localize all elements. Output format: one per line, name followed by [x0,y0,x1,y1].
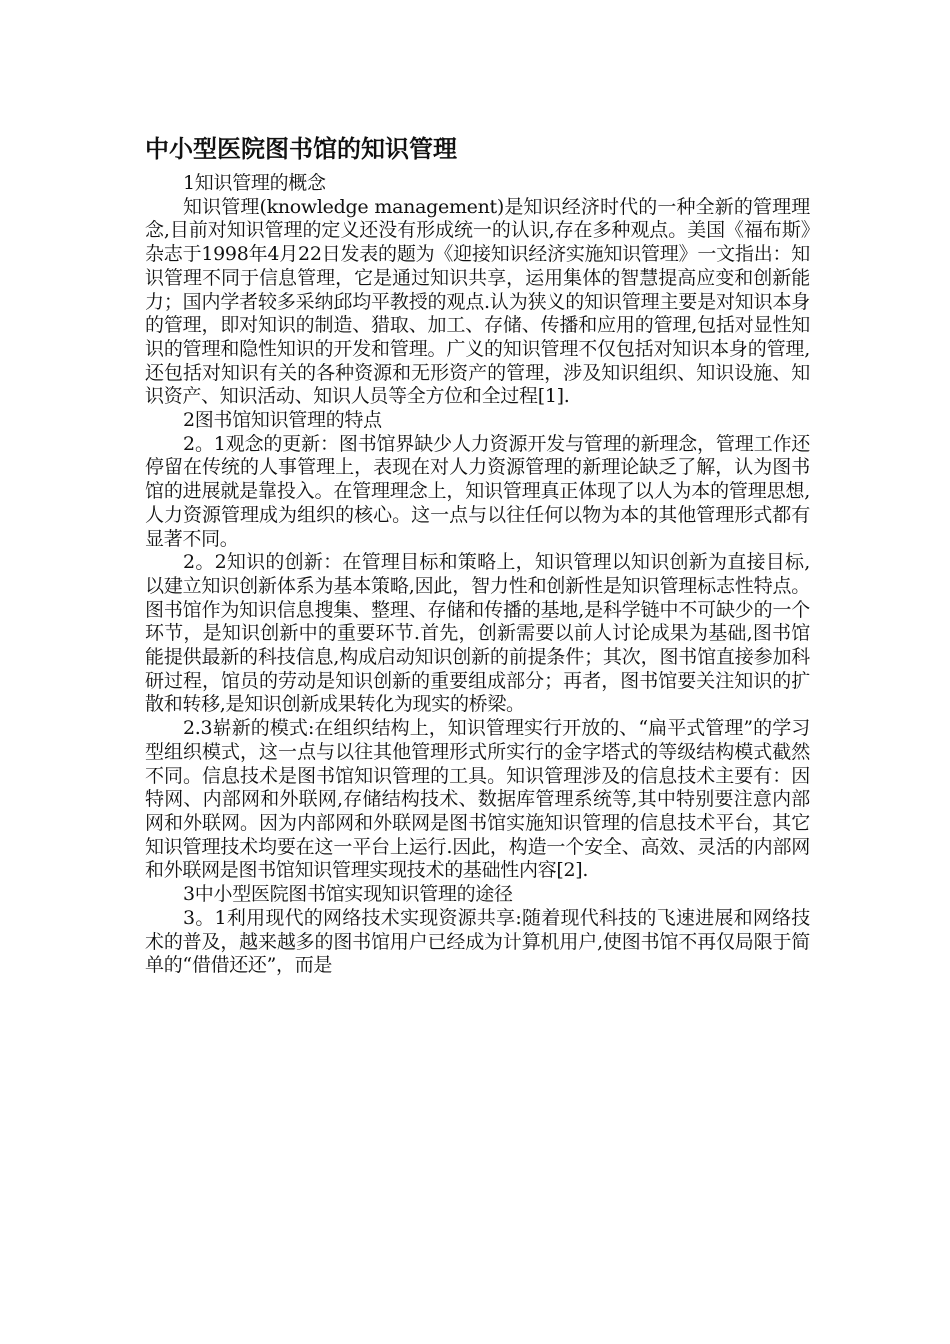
paragraph-2-1: 2。1观念的更新：图书馆界缺少人力资源开发与管理的新理念，管理工作还停留在传统的人事管理上，表现在对人力资源管理的新理论缺乏了解，认为图书馆的进展就是靠投入。在管理理念上，知识管理真正体现了以人为本的管理思想,人力资源管理成为组织的核心。这一点与以往任何以物为本的其他管理形式都有显著不同。 [145,432,810,550]
paragraph-3-1: 3。1利用现代的网络技术实现资源共享:随着现代科技的飞速进展和网络技术的普及，越来越多的图书馆用户已经成为计算机用户,使图书馆不再仅局限于简单的“借借还还”，而是 [145,906,810,977]
paragraph-concept: 知识管理(knowledge management)是知识经济时代的一种全新的管理理念,目前对知识管理的定义还没有形成统一的认识,存在多种观点。美国《福布斯》杂志于1998年4月22日发表的题为《迎接知识经济实施知识管理》一文指出：知识管理不同于信息管理，它是通过知识共享，运用集体的智慧提高应变和创新能力；国内学者较多采纳邱均平教授的观点.认为狭义的知识管理主要是对知识本身的管理，即对知识的制造、猎取、加工、存储、传播和应用的管理,包括对显性知识的管理和隐性知识的开发和管理。广义的知识管理不仅包括对知识本身的管理,还包括对知识有关的各种资源和无形资产的管理，涉及知识组织、知识设施、知识资产、知识活动、知识人员等全方位和全过程[1]. [145,195,810,408]
document-title: 中小型医院图书馆的知识管理 [145,135,457,163]
paragraph-2-3: 2.3崭新的模式:在组织结构上，知识管理实行开放的、“扁平式管理”的学习型组织模式，这一点与以往其他管理形式所实行的金字塔式的等级结构模式截然不同。信息技术是图书馆知识管理的工具。知识管理涉及的信息技术主要有：因特网、内部网和外联网,存储结构技术、数据库管理系统等,其中特别要注意内部网和外联网。因为内部网和外联网是图书馆实施知识管理的信息技术平台，其它知识管理技术均要在这一平台上运行.因此，构造一个安全、高效、灵活的内部网和外联网是图书馆知识管理实现技术的基础性内容[2]. [145,717,810,882]
section-heading-1: 1知识管理的概念 [183,172,326,194]
document-page [145,132,810,978]
section-heading-2: 2图书馆知识管理的特点 [183,409,382,432]
paragraph-2-2: 2。2知识的创新：在管理目标和策略上，知识管理以知识创新为直接目标,以建立知识创新体系为基本策略,因此，智力性和创新性是知识管理标志性特点。图书馆作为知识信息搜集、整理、存储和传播的基地,是科学链中不可缺少的一个环节，是知识创新中的重要环节.首先，创新需要以前人讨论成果为基础,图书馆能提供最新的科技信息,构成启动知识创新的前提条件；其次，图书馆直接参加科研过程，馆员的劳动是知识创新的重要组成部分；再者，图书馆要关注知识的扩散和转移,是知识创新成果转化为现实的桥梁。 [145,551,810,716]
section-heading-3: 3中小型医院图书馆实现知识管理的途径 [183,883,513,906]
